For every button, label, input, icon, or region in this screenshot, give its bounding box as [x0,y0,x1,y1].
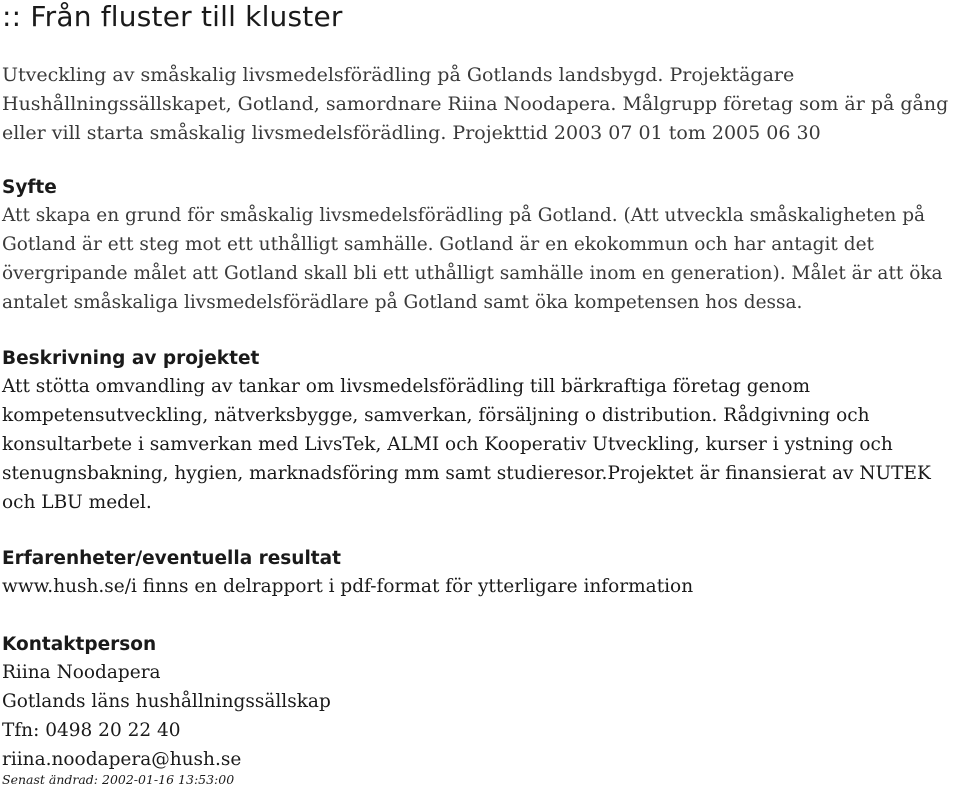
section-kontakt [2,632,958,774]
section-heading-kontakt: Kontaktperson [2,634,157,655]
contact-name: Riina Noodapera [2,662,161,683]
last-modified-note: Senast ändrad: 2002-01-16 13:53:00 [2,772,235,787]
section-heading-beskrivning: Beskrivning av projektet [2,348,260,369]
section-text-beskrivning: Att stötta omvandling av tankar om livsmedelsförädling till bärkraftiga företag genom kompetensutveckling, nätverksbygge, samverkan, försäljning o distribution. Rådgivning och konsultarbete i samverkan med LivsTek, ALMI och Kooperativ Utveckling, kurser i ystning och stenugnsbakning, hygien, marknadsföring mm samt studieresor.Projektet är finansierat av NUTEK och LBU medel. [2,376,931,513]
page-title: :: Från fluster till kluster [2,0,343,33]
section-heading-erfarenheter: Erfarenheter/eventuella resultat [2,548,341,569]
section-syfte [2,175,958,317]
section-heading-syfte: Syfte [2,177,57,198]
contact-phone: Tfn: 0498 20 22 40 [2,720,181,741]
section-beskrivning [2,346,958,517]
contact-organization: Gotlands läns hushållningssällskap [2,691,331,712]
contact-email: riina.noodapera@hush.se [2,749,242,770]
section-text-erfarenheter: www.hush.se/i finns en delrapport i pdf-format för ytterligare information [2,576,694,597]
contact-details [2,658,958,774]
section-erfarenheter [2,546,958,601]
section-text-syfte: Att skapa en grund för småskalig livsmedelsförädling på Gotland. (Att utveckla småskaligheten på Gotland är ett steg mot ett uthålligt samhälle. Gotland är en ekokommun och har antagit det övergripande målet att Gotland skall bli ett uthålligt samhälle inom en generation). Målet är att öka antalet småskaliga livsmedelsförädlare på Gotland samt öka kompetensen hos dessa. [2,205,943,313]
intro-paragraph: Utveckling av småskalig livsmedelsförädling på Gotlands landsbygd. Projektägare Hushållningssällskapet, Gotland, samordnare Riina Noodapera. Målgrupp företag som är på gång eller vill starta småskalig livsmedelsförädling. Projekttid 2003 07 01 tom 2005 06 30 [2,64,949,144]
